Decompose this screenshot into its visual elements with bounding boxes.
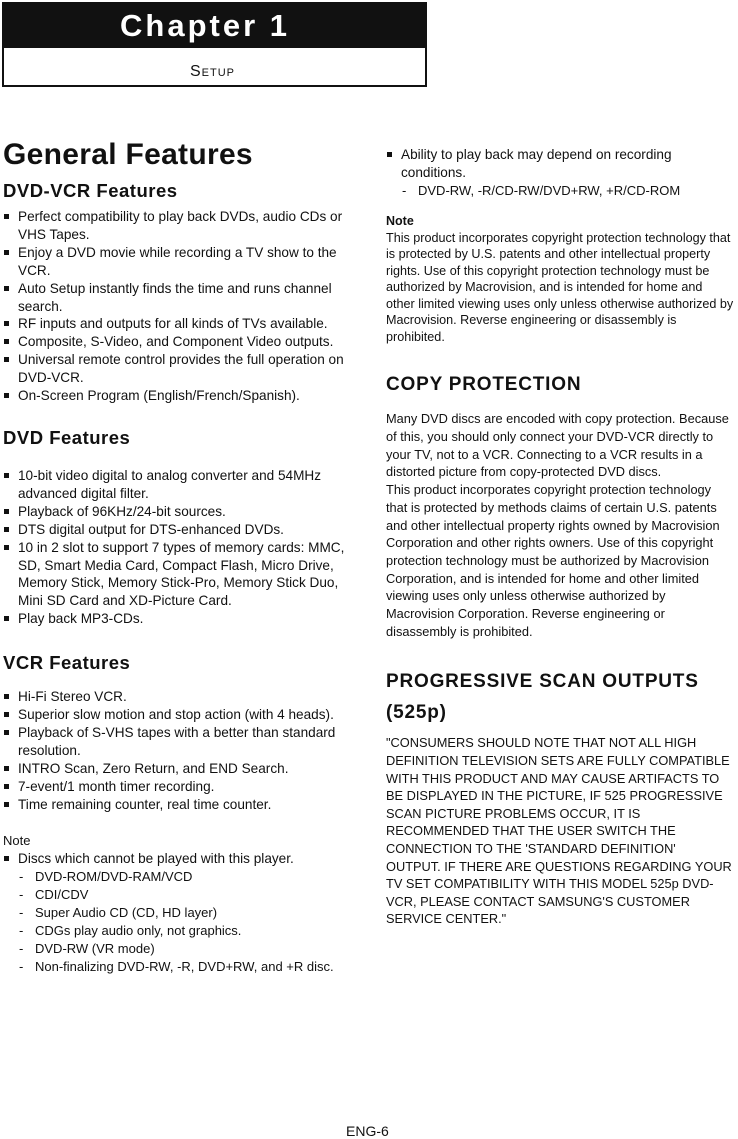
page-title: General Features <box>3 138 253 171</box>
list-item: - Super Audio CD (CD, HD layer) <box>18 904 361 922</box>
list-item: Perfect compatibility to play back DVDs, audio CDs or VHS Tapes. <box>3 208 361 244</box>
list-item: Universal remote control provides the full operation on DVD-VCR. <box>3 351 361 387</box>
list-item: Discs which cannot be played with this player. <box>3 850 361 868</box>
chapter-header <box>2 2 427 87</box>
list-item: Auto Setup instantly finds the time and runs channel search. <box>3 280 361 316</box>
copyright-note: This product incorporates copyright protection technology that is protected by U.S. patents and other intellectual property rights. Use of this copyright protection technology must be authorized by Macrovision, and is intended for home and other limited viewing uses only unless otherwise authorized by Macrovision. Reverse engineering or disassembly is prohibited. <box>386 230 734 344</box>
note-label: Note <box>3 833 31 849</box>
dvd-features-heading: DVD Features <box>3 426 131 448</box>
list-item: Ability to play back may depend on recording conditions. <box>386 146 734 182</box>
dvd-features-list <box>3 467 361 628</box>
list-item: Superior slow motion and stop action (with 4 heads). <box>3 706 361 724</box>
vcr-features-list <box>3 688 361 813</box>
list-item: Playback of 96KHz/24-bit sources. <box>3 503 361 521</box>
list-item: 7-event/1 month timer recording. <box>3 778 361 796</box>
right-column <box>386 146 734 928</box>
note-label: Note <box>386 213 414 228</box>
list-item: Playback of S-VHS tapes with a better than standard resolution. <box>3 724 361 760</box>
copy-protection-paragraph: Many DVD discs are encoded with copy protection. Because of this, you should only connect your DVD-VCR directly to your TV, not to a VCR. Connecting to a VCR results in a distorted picture from copy-protected DVD discs. <box>386 411 729 480</box>
chapter-title: Chapter 1 <box>4 4 425 48</box>
left-column <box>3 138 361 976</box>
list-item: - CDI/CDV <box>18 886 361 904</box>
list-item: - DVD-RW, -R/CD-RW/DVD+RW, +R/CD-ROM <box>401 182 734 200</box>
list-item: INTRO Scan, Zero Return, and END Search. <box>3 760 361 778</box>
list-item: Composite, S-Video, and Component Video outputs. <box>3 333 361 351</box>
progressive-scan-text: "CONSUMERS SHOULD NOTE THAT NOT ALL HIGH DEFINITION TELEVISION SETS ARE FULLY COMPATIBLE WITH THIS PRODUCT AND MAY CAUSE ARTIFACTS TO BE DISPLAYED IN THE PICTURE, IF 525 PROGRESSIVE SCAN PICTURE PROBLEMS OCCUR, IT IS RECOMMENDED THAT THE USER SWITCH THE CONNECTION TO THE 'STANDARD DEFINITION' OUTPUT. IF THERE ARE QUESTIONS REGARDING YOUR TV SET COMPATIBILITY WITH THIS MODEL 525p DVD-VCR, PLEASE CONTACT SAMSUNG'S CUSTOMER SERVICE CENTER." <box>386 735 732 927</box>
list-item: Time remaining counter, real time counter. <box>3 796 361 814</box>
list-item: - DVD-RW (VR mode) <box>18 940 361 958</box>
list-item: 10 in 2 slot to support 7 types of memory cards: MMC, SD, Smart Media Card, Compact Flash, Micro Drive, Memory Stick, Memory Stick-Pro, Memory Stick Duo, Mini SD Card and XD-Picture Card. <box>3 539 361 611</box>
list-item: On-Screen Program (English/French/Spanish). <box>3 387 361 405</box>
vcr-features-heading: VCR Features <box>3 652 131 674</box>
chapter-subtitle: Setup <box>190 63 236 80</box>
list-item: - DVD-ROM/DVD-RAM/VCD <box>18 868 361 886</box>
copy-protection-paragraph: This product incorporates copyright protection technology that is protected by methods claims of certain U.S. patents and other intellectual property rights owned by Macrovision Corporation and other rights owners. Use of this copyright protection technology must be authorized by Macrovision Corporation, and is intended for home and other limited viewing uses only unless otherwise authorized by Macrovision Corporation. Reverse engineering or disassembly is prohibited. <box>386 482 720 639</box>
list-item: - CDGs play audio only, not graphics. <box>18 922 361 940</box>
list-item: - Non-finalizing DVD-RW, -R, DVD+RW, and +R disc. <box>18 958 361 976</box>
page-number: ENG-6 <box>346 1123 389 1139</box>
list-item: Hi-Fi Stereo VCR. <box>3 688 361 706</box>
note-sublist <box>3 868 361 976</box>
list-item: Play back MP3-CDs. <box>3 610 361 628</box>
playback-list <box>386 146 734 182</box>
progressive-scan-heading: PROGRESSIVE SCAN OUTPUTS (525p) <box>386 671 699 724</box>
dvd-vcr-features-heading: DVD-VCR Features <box>3 180 178 201</box>
list-item: RF inputs and outputs for all kinds of TVs available. <box>3 315 361 333</box>
copy-protection-heading: COPY PROTECTION <box>386 374 582 396</box>
list-item: Enjoy a DVD movie while recording a TV show to the VCR. <box>3 244 361 280</box>
list-item: 10-bit video digital to analog converter and 54MHz advanced digital filter. <box>3 467 361 503</box>
playback-sublist <box>386 182 734 200</box>
list-item: DTS digital output for DTS-enhanced DVDs. <box>3 521 361 539</box>
note-list <box>3 850 361 868</box>
dvd-vcr-features-list <box>3 208 361 405</box>
